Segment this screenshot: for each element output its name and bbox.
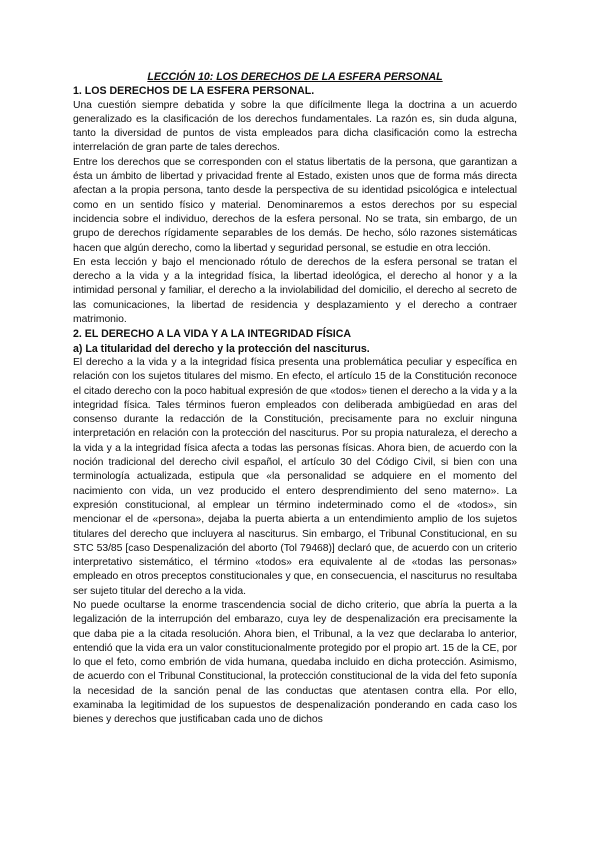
section-2-paragraph-2: No puede ocultarse la enorme trascendencia social de dicho criterio, que abría la puerta a la legalización de la interrupción del embarazo, cuya ley de despenalización era precisamente la que daba pie a la citada resolución. Ahora bien, el Tribunal, a la vez que declaraba lo anterior, entendió que la vida era un valor constitucionalmente protegido por el propio art. 15 de la CE, por lo que el feto, como embrión de vida humana, quedaba incluido en dicha protección. Asimismo, de acuerdo con el Tribunal Constitucional, la protección constitucional de la vida del feto suponía la necesidad de la sanción penal de las conductas que atentasen contra ella. Por ello, examinaba la legitimidad de los supuestos de despenalización ponderando en cada caso los bienes y derechos que justificaban cada uno de dichos: [73, 599, 517, 726]
section-1-heading: 1. LOS DERECHOS DE LA ESFERA PERSONAL.: [73, 85, 315, 98]
section-2a-heading: a) La titularidad del derecho y la protección del nasciturus.: [73, 342, 370, 355]
section-2-paragraph-1: El derecho a la vida y a la integridad física presenta una problemática peculiar y específica en relación con los sujetos titulares del mismo. En efecto, el artículo 15 de la Constitución reconoce el citado derecho con la poco habitual expresión de que «todos» tienen el derecho a la vida y a la integridad física. Tales términos fueron empleados con deliberada ambigüedad en aras del consenso durante la redacción de la Constitución, precisamente para no excluir ninguna interpretación en relación con la protección del nasciturus. Por su propia naturaleza, el derecho a la vida y a la integridad física afecta a todas las personas físicas. Ahora bien, de acuerdo con la noción tradicional del derecho civil español, el artículo 30 del Código Civil, si bien con una terminología actualizada, estipula que «la personalidad se adquiere en el momento del nacimiento con vida, un vez producido el entero desprendimiento del seno materno». La expresión constitucional, al emplear un término indeterminado como el de «todos», sin mencionar el de «persona», dejaba la puerta abierta a un entendimiento amplio de los sujetos titulares del derecho que incluyera al nasciturus. Sin embargo, el Tribunal Constitucional, en su STC 53/85 [caso Despenalización del aborto (Tol 79468)] declaró que, de acuerdo con un criterio interpretativo sistemático, el término «todos» era equivalente al de «todas las personas» empleado en otros preceptos constitucionales y que, en consecuencia, el nasciturus no resultaba ser sujeto titular del derecho a la vida.: [73, 356, 517, 597]
section-1-paragraph-3: En esta lección y bajo el mencionado rótulo de derechos de la esfera personal se tratan el derecho a la vida y a la integridad física, la libertad ideológica, el derecho al honor y a la intimidad personal y familiar, el derecho a la inviolabilidad del domicilio, el derecho al secreto de las comunicaciones, la libertad de residencia y desplazamiento y el derecho a contraer matrimonio.: [73, 256, 517, 326]
lesson-title: LECCIÓN 10: LOS DERECHOS DE LA ESFERA PERSONAL: [147, 71, 443, 83]
section-2-heading: 2. EL DERECHO A LA VIDA Y A LA INTEGRIDAD FÍSICA: [73, 328, 352, 341]
section-1-paragraph-2: Entre los derechos que se corresponden con el status libertatis de la persona, que garantizan a ésta un ámbito de libertad y privacidad frente al Estado, existen unos que de forma más directa afectan a la propia persona, tanto desde la perspectiva de su identidad psicológica e intelectual como en un sentido físico y material. Denominaremos a estos derechos por su especial incidencia sobre el individuo, derechos de la esfera personal. No se trata, sin embargo, de un grupo de derechos rígidamente separables de los demás. De hecho, sólo razones sistemáticas hacen que algún derecho, como la libertad y seguridad personal, se estudie en otra lección.: [73, 156, 517, 254]
section-1-paragraph-1: Una cuestión siempre debatida y sobre la que difícilmente llega la doctrina a un acuerdo generalizado es la clasificación de los derechos fundamentales. La razón es, sin duda alguna, tanto la diversidad de puntos de vista empleados para dicha clasificación como la estrecha interrelación de gran parte de tales derechos.: [73, 99, 517, 154]
document-page: [73, 70, 517, 728]
